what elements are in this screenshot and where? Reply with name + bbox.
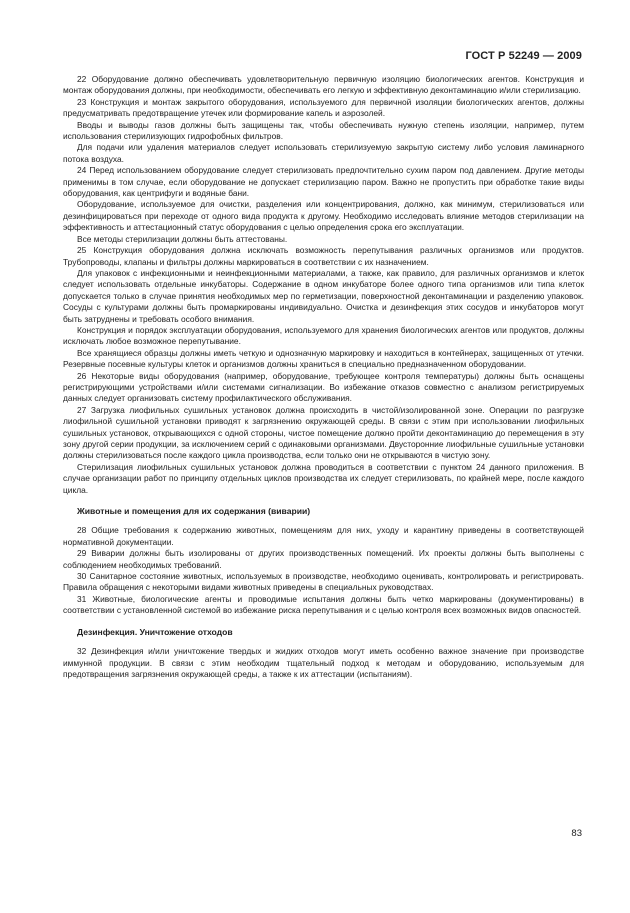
paragraph: 29 Виварии должны быть изолированы от других производственных помещений. Их проекты должны быть выполнены с соблюдением необходимых требований.	[63, 548, 584, 570]
paragraph: 23 Конструкция и монтаж закрытого оборудования, используемого для первичной изоляции биологических агентов, должны предусматривать предотвращение утечек или формирование капель и аэрозолей.	[63, 96, 584, 119]
document-body	[63, 74, 584, 680]
paragraph: Все хранящиеся образцы должны иметь четкую и однозначную маркировку и находиться в контейнерах, защищенных от утечки. Резервные посевные культуры клеток и организмов должны храниться в специально предназначенном оборудовании.	[63, 347, 584, 370]
page-number: 83	[571, 828, 582, 839]
paragraph: Для подачи или удаления материалов следует использовать стерилизуемую закрытую систему либо условия ламинарного потока воздуха.	[63, 142, 584, 164]
standard-header: ГОСТ Р 52249 — 2009	[465, 50, 582, 62]
paragraph: 32 Дезинфекция и/или уничтожение твердых и жидких отходов могут иметь особенно важное значение при производстве иммунной продукции. В связи с этим необходим тщательный подход к методам и оборудованию, используемым для предотвращения загрязнения окружающей среды, а также к их аттестации (испытаниям).	[63, 646, 584, 679]
paragraph: 26 Некоторые виды оборудования (например, оборудование, требующее контроля температуры) должны быть оснащены регистрирующими устройствами и/или системами сигнализации. Во избежание отказов совместно с анализом регистрируемых данных следует организовать систему профилактического обслуживания.	[63, 370, 584, 404]
paragraph: 25 Конструкция оборудования должна исключать возможность перепутывания различных организмов или продуктов. Трубопроводы, клапаны и фильтры должны маркироваться в соответствии с их назначением.	[63, 245, 584, 267]
paragraph: Вводы и выводы газов должны быть защищены так, чтобы обеспечивать нужную степень изоляции, например, путем использования стерилизующих гидрофобных фильтров.	[63, 119, 584, 142]
paragraph: 22 Оборудование должно обеспечивать удовлетворительную первичную изоляцию биологических агентов. Конструкция и монтаж оборудования должны, при необходимости, обеспечивать его легкую и эффективную деконтаминацию и/или стерилизацию.	[63, 74, 584, 96]
paragraph: 27 Загрузка лиофильных сушильных установок должна происходить в чистой/изолированной зоне. Операции по разгрузке лиофильной сушильной установки приводят к загрязнению окружающей среды. В связи с этим при использовании лиофильных сушильных установок, открывающихся с одной стороны, чистое помещение должно пройти деконтаминацию до перемещения в эту зону другой серии продукции, за исключением серий с одинаковыми организмами. Двусторонние лиофильные сушильные установки должны стерилизоваться после каждого цикла производства, если только они не открываются в чистую зону.	[63, 404, 584, 461]
paragraph: Оборудование, используемое для очистки, разделения или концентрирования, должно, как минимум, стерилизоваться или дезинфицироваться при переходе от одного вида продукта к другому. Необходимо исследовать влияние методов стерилизации на эффективность и аттестационный статус оборудования с целью определения срока его эксплуатации.	[63, 199, 584, 233]
paragraph: 30 Санитарное состояние животных, используемых в производстве, необходимо оценивать, контролировать и регистрировать. Правила обращения с некоторыми видами животных приведены в специальных руководствах.	[63, 571, 584, 593]
paragraph: Все методы стерилизации должны быть аттестованы.	[77, 233, 288, 244]
paragraph: 28 Общие требования к содержанию животных, помещениям для них, уходу и карантину приведены в соответствующей нормативной документации.	[63, 525, 584, 547]
paragraph: Конструкция и порядок эксплуатации оборудования, используемого для хранения биологических агентов или продуктов, должны исключать любое возможное перепутывание.	[63, 324, 584, 347]
paragraph: Стерилизация лиофильных сушильных установок должна проводиться в соответствии с пунктом 24 данного приложения. В случае организации работ по принципу отдельных циклов производства их следует стерилизовать, по крайней мере, после каждого цикла.	[63, 461, 584, 495]
section-heading: Животные и помещения для их содержания (виварии)	[77, 506, 311, 517]
paragraph: 31 Животные, биологические агенты и проводимые испытания должны быть четко маркированы (документированы) в соответствии с установленной системой во избежание риска перепутывания и с целью контроля всех возможных видов опасностей.	[63, 593, 584, 616]
paragraph: 24 Перед использованием оборудование следует стерилизовать предпочтительно сухим паром под давлением. Другие методы применимы в том случае, если оборудование не допускает стерилизацию паром. Важно не пропустить при обработке такие виды оборудования, как центрифуги и водяные бани.	[63, 165, 584, 199]
section-heading: Дезинфекция. Уничтожение отходов	[77, 626, 233, 637]
paragraph: Для упаковок с инфекционными и неинфекционными материалами, а также, как правило, для различных организмов и клеток следует использовать отдельные инкубаторы. Содержание в одном инкубаторе более одного типа организмов или типа клеток допускается только в случае принятия необходимых мер по герметизации, поверхностной деконтаминации и разделению упаковок. Сосуды с культурами должны быть промаркированы индивидуально. Очистка и дезинфекция этих сосудов и инкубаторов могут быть затруднены и требовать особого внимания.	[63, 267, 584, 324]
